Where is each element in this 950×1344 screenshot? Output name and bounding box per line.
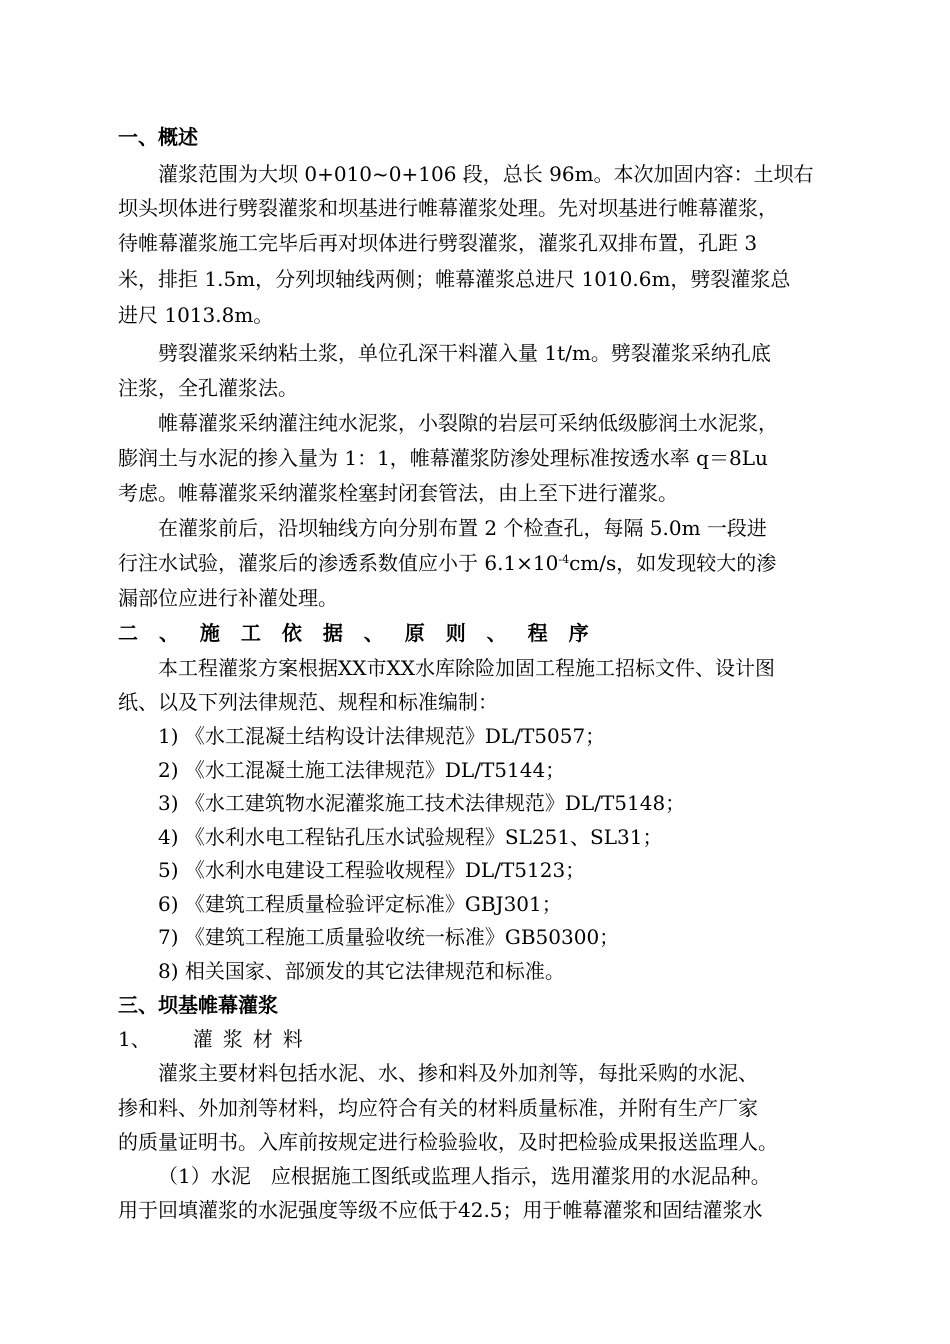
list-item: 2) 《水工混凝土施工法律规范》DL/T5144； [158, 758, 566, 782]
paragraph-line: 的质量证明书。入库前按规定进行检验验收，及时把检验成果报送监理人。 [118, 1130, 778, 1154]
paragraph-line: 坝头坝体进行劈裂灌浆和坝基进行帷幕灌浆处理。先对坝基进行帷幕灌浆， [118, 196, 778, 220]
paragraph-line: 进尺 1013.8m。 [118, 303, 274, 327]
paragraph-line: （1）水泥 应根据施工图纸或监理人指示，选用灌浆用的水泥品种。 [158, 1164, 771, 1188]
subsection-heading [118, 1027, 858, 1051]
paragraph-line: 灌浆主要材料包括水泥、水、掺和料及外加剂等，每批采购的水泥、 [158, 1061, 758, 1085]
text-run: cm/s，如发现较大的渗 [569, 551, 777, 575]
text-run: 行注水试验，灌浆后的渗透系数值应小于 6.1×10 [118, 551, 559, 575]
paragraph-line: 用于回填灌浆的水泥强度等级不应低于42.5；用于帷幕灌浆和固结灌浆水 [118, 1198, 763, 1222]
paragraph-line: 膨润土与水泥的掺入量为 1：1，帷幕灌浆防渗处理标准按透水率 q＝8Lu [118, 446, 768, 470]
paragraph-line: 待帷幕灌浆施工完毕后再对坝体进行劈裂灌浆，灌浆孔双排布置，孔距 3 [118, 231, 758, 255]
paragraph-line: 纸、以及下列法律规范、规程和标准编制： [118, 690, 498, 714]
list-item: 7) 《建筑工程施工质量验收统一标准》GB50300； [158, 925, 620, 949]
list-item: 6) 《建筑工程质量检验评定标准》GBJ301； [158, 892, 562, 916]
section-3-heading: 三、坝基帷幕灌浆 [118, 993, 278, 1017]
paragraph-line: 帷幕灌浆采纳灌注纯水泥浆，小裂隙的岩层可采纳低级膨润土水泥浆， [158, 411, 778, 435]
list-item: 1) 《水工混凝土结构设计法律规范》DL/T5057； [158, 724, 606, 748]
paragraph-line [118, 551, 858, 575]
paragraph-line: 米，排拒 1.5m，分列坝轴线两侧；帷幕灌浆总进尺 1010.6m，劈裂灌浆总 [118, 267, 791, 291]
paragraph-line: 在灌浆前后，沿坝轴线方向分别布置 2 个检查孔，每隔 5.0m 一段进 [158, 516, 767, 540]
list-item: 5) 《水利水电建设工程验收规程》DL/T5123； [158, 858, 586, 882]
subsection-title: 灌浆材料 [192, 1027, 313, 1051]
section-1-heading: 一、概述 [118, 125, 198, 149]
paragraph-line: 考虑。帷幕灌浆采纳灌浆栓塞封闭套管法，由上至下进行灌浆。 [118, 481, 678, 505]
paragraph-line: 劈裂灌浆采纳粘土浆，单位孔深干料灌入量 1t/m。劈裂灌浆采纳孔底 [158, 341, 771, 365]
paragraph-line: 漏部位应进行补灌处理。 [118, 586, 338, 610]
list-item: 3) 《水工建筑物水泥灌浆施工技术法律规范》DL/T5148； [158, 791, 686, 815]
list-item: 8) 相关国家、部颁发的其它法律规范和标准。 [158, 959, 565, 983]
paragraph-line: 掺和料、外加剂等材料，均应符合有关的材料质量标准，并附有生产厂家 [118, 1096, 758, 1120]
paragraph-line: 灌浆范围为大坝 0+010~0+106 段，总长 96m。本次加固内容：土坝右 [158, 162, 814, 186]
paragraph-line: 注浆，全孔灌浆法。 [118, 376, 298, 400]
paragraph-line: 本工程灌浆方案根据XX市XX水库除险加固工程施工招标文件、设计图 [158, 656, 775, 680]
superscript-exponent: -4 [558, 553, 570, 566]
list-item: 4) 《水利水电工程钻孔压水试验规程》SL251、SL31； [158, 825, 663, 849]
section-2-heading: 二 、 施 工 依 据 、 原 则 、 程 序 [118, 621, 596, 645]
subsection-number: 1、 [118, 1027, 151, 1051]
